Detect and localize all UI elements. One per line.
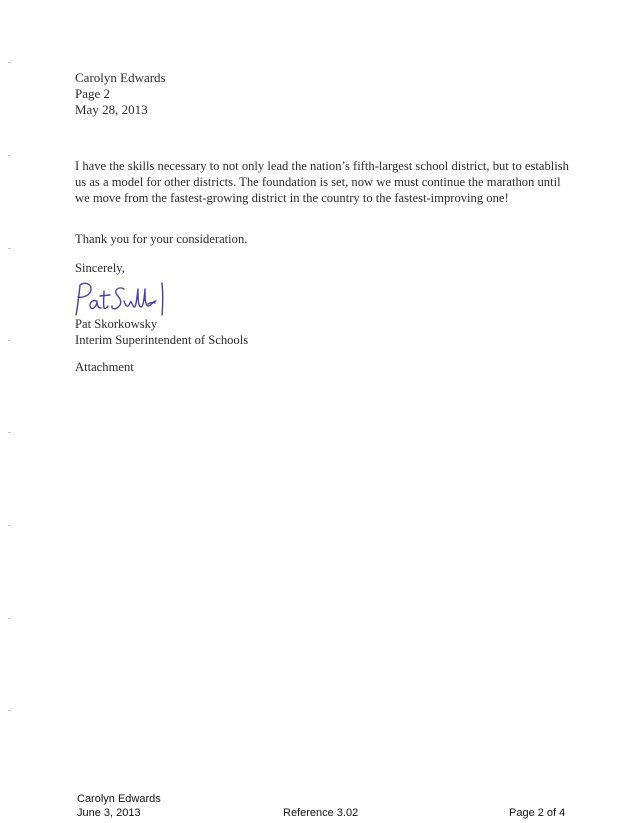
footer-page-number: Page 2 of 4: [509, 807, 566, 819]
footer-date: June 3, 2013: [77, 807, 141, 819]
header-page: Page 2: [75, 86, 111, 101]
closing-line: Sincerely,: [75, 261, 125, 275]
footer-name: Carolyn Edwards: [77, 793, 161, 805]
scan-mark: [8, 525, 11, 526]
scan-mark: [8, 432, 11, 433]
footer-reference: Reference 3.02: [283, 807, 359, 819]
scan-mark: [8, 618, 11, 619]
header-date: May 28, 2013: [75, 102, 148, 117]
page-footer: [0, 793, 638, 823]
scan-mark: [8, 340, 11, 341]
scan-mark: [8, 248, 11, 249]
signer-block: [75, 316, 248, 348]
signer-name: Pat Skorkowsky: [75, 317, 158, 331]
scan-mark: [8, 155, 11, 156]
thanks-line: Thank you for your consideration.: [75, 232, 248, 246]
letter-header: [75, 70, 166, 118]
attachment-line: Attachment: [75, 360, 134, 374]
handwritten-signature: [66, 277, 171, 319]
scan-mark: [8, 710, 11, 711]
header-recipient: Carolyn Edwards: [75, 70, 166, 85]
body-paragraph: I have the skills necessary to not only lead the nation’s fifth-largest school district, but to establish us as a model for other districts. The foundation is set, now we must continue the marathon until we move from the fastest-growing district in the country to the fastest-improving one!: [75, 159, 569, 205]
signer-title: Interim Superintendent of Schools: [75, 333, 249, 347]
scan-mark: [8, 62, 11, 63]
